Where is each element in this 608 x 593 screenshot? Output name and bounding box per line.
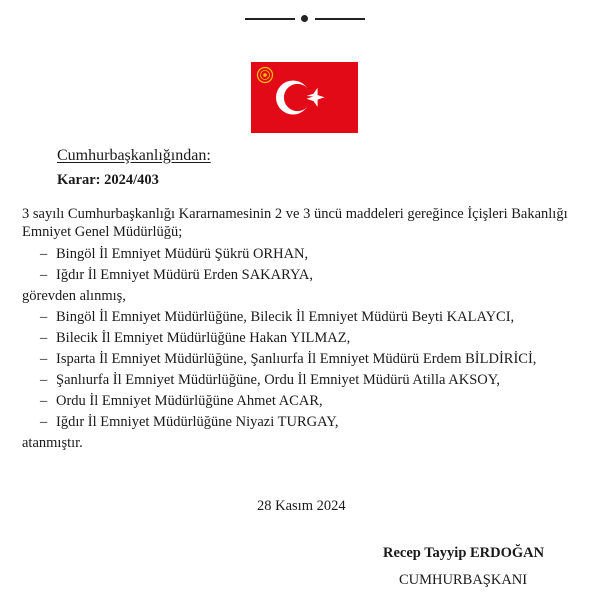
- appointed-item-text: Bilecik İl Emniyet Müdürlüğüne Hakan YILMAZ,: [56, 330, 351, 346]
- signer-title: CUMHURBAŞKANI: [399, 572, 528, 588]
- appointed-item-6: [40, 413, 338, 431]
- signer-name: Recep Tayyip ERDOĞAN: [383, 545, 545, 561]
- dismissed-item-text: Iğdır İl Emniyet Müdürü Erden SAKARYA,: [56, 267, 313, 283]
- appointed-item-4: [40, 371, 500, 389]
- header-ornament-divider: [0, 10, 608, 28]
- appointed-item-1: [40, 308, 514, 326]
- list-dash: –: [40, 351, 48, 367]
- list-dash: –: [40, 414, 48, 430]
- appointed-item-text: Bingöl İl Emniyet Müdürlüğüne, Bilecik İl Emniyet Müdürü Beyti KALAYCI,: [56, 309, 515, 325]
- appointed-closing: atanmıştır.: [22, 435, 83, 451]
- dismissed-item-2: [40, 266, 313, 284]
- dismissed-item-1: [40, 245, 308, 263]
- appointed-item-text: Isparta İl Emniyet Müdürlüğüne, Şanlıurfa İl Emniyet Müdürü Erdem BİLDİRİCİ,: [56, 351, 537, 367]
- list-dash: –: [40, 246, 48, 262]
- preamble-line-2: Emniyet Genel Müdürlüğü;: [22, 224, 183, 240]
- dismissed-item-text: Bingöl İl Emniyet Müdürü Şükrü ORHAN,: [56, 246, 309, 262]
- appointed-item-text: Şanlıurfa İl Emniyet Müdürlüğüne, Ordu İl Emniyet Müdürü Atilla AKSOY,: [56, 372, 500, 388]
- list-dash: –: [40, 267, 48, 283]
- decision-number: Karar: 2024/403: [57, 172, 159, 188]
- ornament-dot: [301, 15, 308, 22]
- decision-date: 28 Kasım 2024: [257, 498, 346, 514]
- list-dash: –: [40, 309, 48, 325]
- appointed-item-text: Iğdır İl Emniyet Müdürlüğüne Niyazi TURGAY,: [56, 414, 339, 430]
- dismissed-closing: görevden alınmış,: [22, 288, 126, 304]
- appointed-item-3: [40, 350, 536, 368]
- appointed-item-2: [40, 329, 350, 347]
- ornament-line-right: [315, 18, 365, 20]
- appointed-item-text: Ordu İl Emniyet Müdürlüğüne Ahmet ACAR,: [56, 393, 323, 409]
- preamble-line-1: 3 sayılı Cumhurbaşkanlığı Kararnamesinin 2 ve 3 üncü maddeleri gereğince İçişleri Bakanlığı: [22, 206, 568, 222]
- list-dash: –: [40, 393, 48, 409]
- ornament-line-left: [245, 18, 295, 20]
- list-dash: –: [40, 372, 48, 388]
- list-dash: –: [40, 330, 48, 346]
- turkish-flag-icon: [251, 62, 358, 133]
- issuer-heading: Cumhurbaşkanlığından:: [57, 147, 211, 164]
- appointed-item-5: [40, 392, 323, 410]
